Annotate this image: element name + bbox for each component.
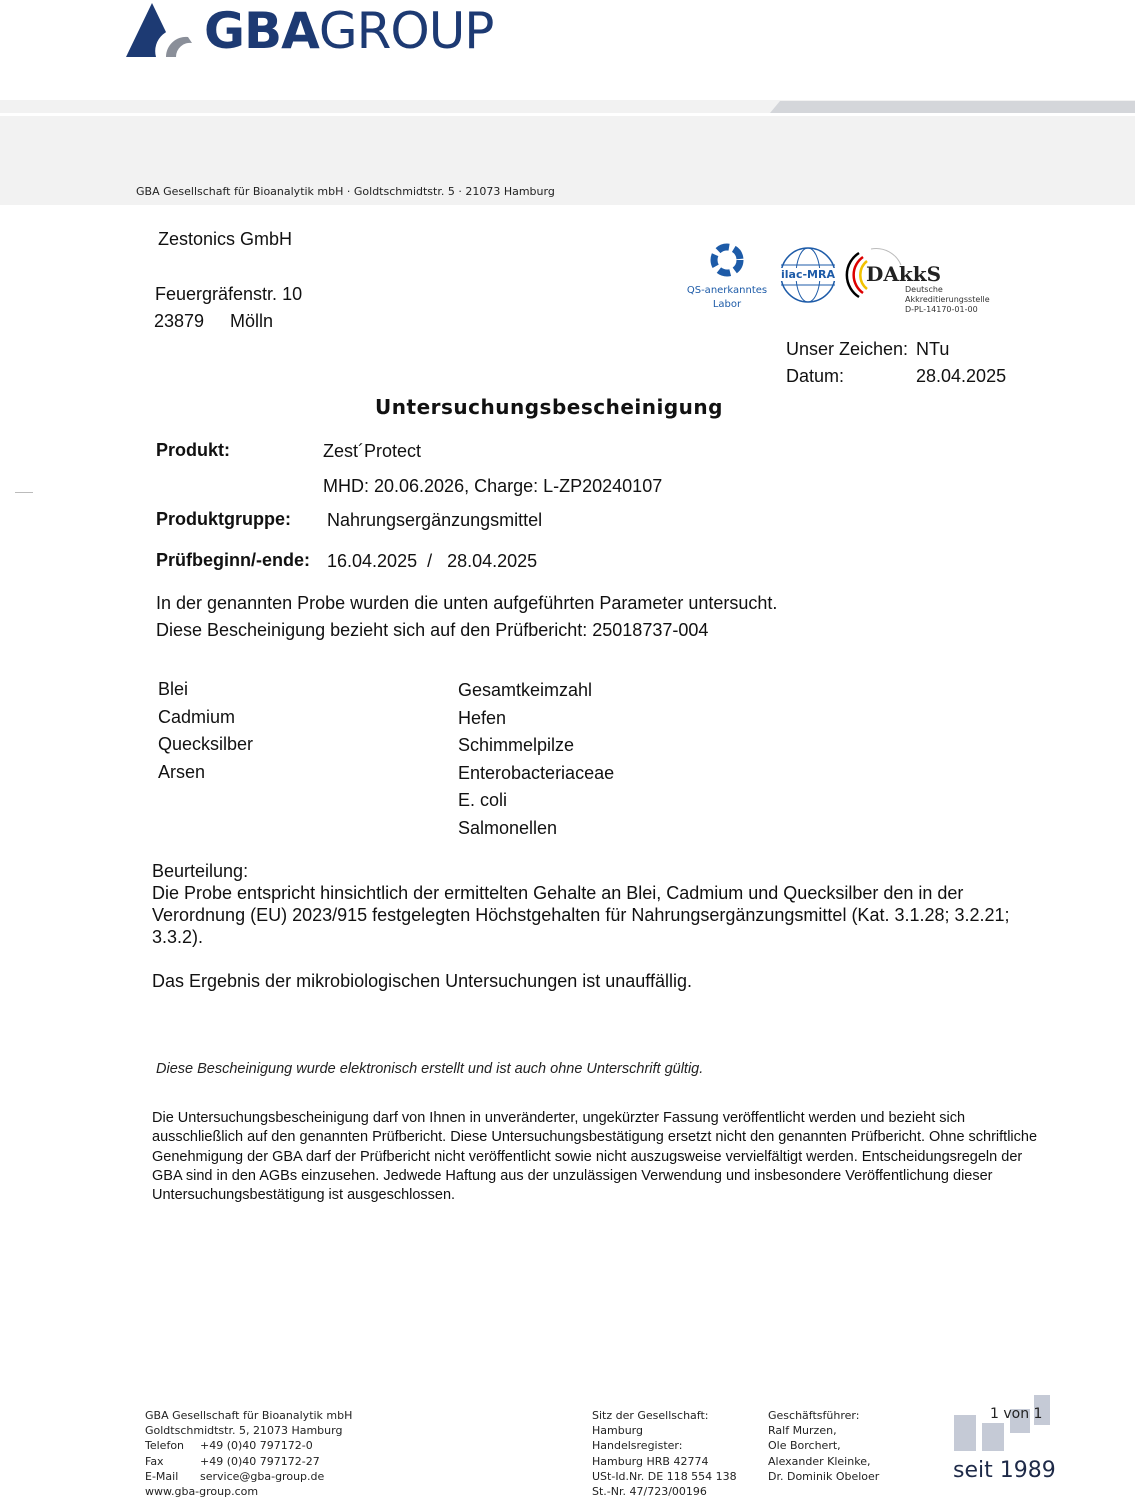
footer-fax-label: Fax [145, 1454, 164, 1468]
param-item: Hefen [458, 707, 507, 728]
ilac-label: ilac-MRA [781, 268, 835, 281]
produktgruppe-value: Nahrungsergänzungsmittel [327, 510, 543, 530]
ergebnis-text: Das Ergebnis der mikrobiologischen Untersuchungen ist unauffällig. [152, 971, 692, 991]
datum-value: 28.04.2025 [916, 366, 1007, 386]
qs-badge [684, 240, 770, 312]
datum-label: Datum: [786, 366, 845, 386]
param-item: Salmonellen [458, 817, 558, 838]
footer-web[interactable]: www.gba-group.com [145, 1485, 259, 1499]
gba-logo [126, 2, 493, 60]
intro-line-2: Diese Bescheinigung bezieht sich auf den Prüfbericht: 25018737-004 [156, 620, 709, 640]
footer-gf-line: Alexander Kleinke, [768, 1454, 871, 1468]
fold-mark [15, 492, 33, 493]
dakks-sub-2: Akkreditierungsstelle [905, 295, 990, 304]
logo-group-text: GROUP [318, 2, 494, 60]
dakks-sub-3: D-PL-14170-01-00 [905, 305, 978, 314]
params-left-list [158, 676, 253, 786]
footer-management-block [768, 1408, 879, 1484]
since-label: seit 1989 [953, 1458, 1056, 1483]
gba-logo-icon [126, 3, 194, 59]
footer-mail-label: E-Mail [145, 1469, 179, 1483]
document-title: Untersuchungsbescheinigung [375, 395, 723, 419]
recipient-zip: 23879 [154, 311, 205, 331]
footer-company: GBA Gesellschaft für Bioanalytik mbH [145, 1409, 353, 1422]
footer-tel-label: Telefon [145, 1439, 185, 1453]
qs-icon [707, 240, 747, 280]
produktgruppe-label: Produktgruppe: [156, 509, 291, 529]
footer-sitz-line: St.-Nr. 47/723/00196 [592, 1485, 707, 1499]
param-item: Cadmium [158, 706, 236, 727]
produkt-label: Produkt: [156, 440, 230, 460]
dotted-graphic-icon [950, 1393, 1055, 1455]
footer-sitz-line: Handelsregister: [592, 1439, 683, 1453]
header-band-line [0, 113, 1135, 116]
page-number: 1 von 1 [990, 1406, 1043, 1422]
recipient-street: Feuergräfenstr. 10 [155, 284, 303, 304]
param-item: Quecksilber [158, 734, 254, 754]
produkt-detail: MHD: 20.06.2026, Charge: L-ZP20240107 [323, 476, 663, 496]
disclaimer: Die Untersuchungsbescheinigung darf von Ihnen in unveränderter, ungekürzter Fassung veröffentlicht werden und bezieht sich ausschließlich auf den genannten Prüfbericht. Diese Untersuchungsbestätigung ersetzt nicht den genannten Prüfbericht. Ohne schriftliche Genehmigung der GBA darf der Prüfbericht nicht veröffentlicht sowie nicht auszugsweise vervielfältigt werden. Entscheidungsregeln der GBA sind in den AGBs einzusehen. Jedwede Haftung aus der unzulässigen Verwendung und insbesondere Veröffentlichung dieser Untersuchungsbestätigung ist ausgeschlossen. [152, 1110, 1038, 1204]
param-item: E. coli [458, 790, 508, 810]
footer-sitz-line: USt-Id.Nr. DE 118 554 138 [592, 1469, 737, 1483]
footer-tel-value: +49 (0)40 797172-0 [200, 1439, 313, 1453]
logo-gba-text: GBA [204, 2, 319, 60]
footer-fax-value: +49 (0)40 797172-27 [200, 1454, 320, 1468]
footer-sitz-line: Hamburg [592, 1424, 643, 1438]
qs-label-1: QS-anerkanntes [686, 285, 768, 296]
params-right-list [458, 677, 614, 842]
param-item: Blei [158, 679, 189, 699]
qs-label-2: Labor [712, 299, 742, 310]
footer-mail-value[interactable]: service@gba-group.de [200, 1469, 325, 1483]
footer-company-block [145, 1408, 352, 1499]
electronic-note: Diese Bescheinigung wurde elektronisch erstellt und ist auch ohne Unterschrift gültig. [156, 1061, 704, 1077]
dakks-sub-1: Deutsche [905, 285, 943, 294]
footer-sitz-line: Hamburg HRB 42774 [592, 1454, 709, 1468]
zeichen-value: NTu [916, 339, 950, 359]
header-band-slant [770, 101, 1135, 113]
footer-gf-line: Dr. Dominik Obeloer [768, 1469, 880, 1483]
ilac-globe-icon [778, 245, 838, 305]
pruefzeitraum-value: 16.04.2025 / 28.04.2025 [327, 551, 538, 571]
dakks-subtitle [905, 285, 990, 315]
pruefzeitraum-label: Prüfbeginn/-ende: [156, 550, 310, 570]
dakks-title: DAkkS [866, 262, 942, 286]
produkt-value: Zest´Protect [323, 441, 422, 461]
footer-sitz-line: Sitz der Gesellschaft: [592, 1409, 709, 1422]
param-item: Arsen [158, 761, 206, 782]
param-item: Enterobacteriaceae [458, 762, 615, 783]
beurteilung-label: Beurteilung: [152, 861, 249, 881]
footer-address: Goldtschmidtstr. 5, 21073 Hamburg [145, 1424, 343, 1438]
zeichen-label: Unser Zeichen: [786, 339, 909, 359]
footer-gf-line: Ralf Murzen, [768, 1424, 837, 1438]
intro-line-1: In der genannten Probe wurden die unten aufgeführten Parameter untersucht. [156, 593, 778, 613]
beurteilung-text: Die Probe entspricht hinsichtlich der ermittelten Gehalte an Blei, Cadmium und Quecksilber den in der Verordnung (EU) 2023/915 festgelegten Höchstgehalten für Nahrungsergänzungsmittel (Kat. 3.1.28; 3.2.21; 3.3.2). [152, 883, 1010, 947]
ilac-badge [778, 245, 838, 310]
footer-gf-line: Ole Borchert, [768, 1439, 841, 1453]
recipient-city: Mölln [230, 311, 274, 331]
recipient-company: Zestonics GmbH [158, 229, 293, 249]
param-item: Gesamtkeimzahl [458, 680, 593, 700]
footer-register-block [592, 1408, 737, 1499]
sender-line: GBA Gesellschaft für Bioanalytik mbH · Goldtschmidtstr. 5 · 21073 Hamburg [136, 185, 555, 198]
param-item: Schimmelpilze [458, 735, 575, 755]
footer-gf-line: Geschäftsführer: [768, 1409, 860, 1422]
